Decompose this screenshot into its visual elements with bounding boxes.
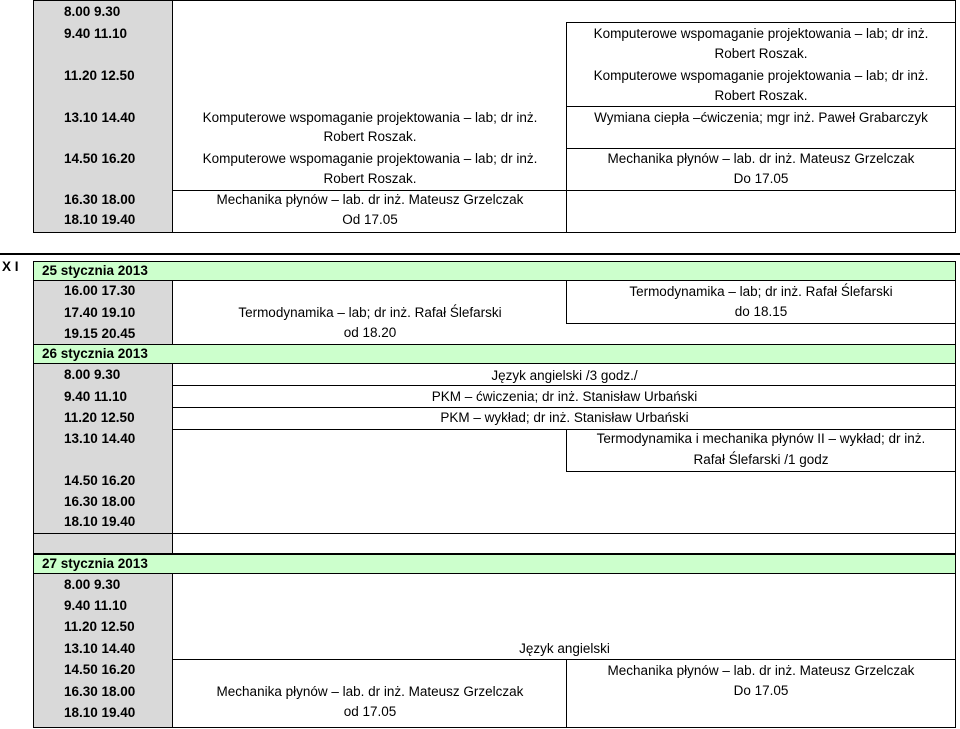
time-slot: 11.20 12.50 [64,68,135,83]
class-entry: Komputerowe wspomaganie projektowania – lab; dr inż. [202,110,538,125]
class-entry: PKM – ćwiczenia; dr inż. Stanisław Urbański [431,389,698,404]
time-slot: 13.10 14.40 [64,110,136,125]
time-slot: 19.15 20.45 [64,326,136,341]
class-entry: Język angielski [519,641,610,656]
class-entry: Komputerowe wspomaganie projektowania – lab; dr inż. [593,26,929,41]
time-slot: 14.50 16.20 [64,151,136,166]
time-slot: 18.10 19.40 [64,514,136,529]
time-slot: 13.10 14.40 [64,641,136,656]
time-slot: 8.00 9.30 [64,367,121,382]
class-entry: Robert Roszak. [323,171,417,186]
time-slot: 17.40 19.10 [64,305,136,320]
time-slot: 18.10 19.40 [64,705,136,720]
time-slot: 16.00 17.30 [64,283,136,298]
class-entry: PKM – wykład; dr inż. Stanisław Urbański [440,410,689,425]
class-entry: Do 17.05 [733,171,789,186]
time-slot: 9.40 11.10 [64,26,128,41]
week-label: X I [2,259,19,274]
class-entry: Komputerowe wspomaganie projektowania – lab; dr inż. [202,151,538,166]
class-entry: do 18.15 [734,304,788,319]
time-slot: 8.00 9.30 [64,4,121,19]
time-slot: 16.30 18.00 [64,684,136,699]
date-header: 26 stycznia 2013 [33,344,956,364]
time-slot: 11.20 12.50 [64,410,135,425]
class-entry: Wymiana ciepła –ćwiczenia; mgr inż. Paweł Grabarczyk [594,110,928,125]
time-slot: 14.50 16.20 [64,473,136,488]
class-entry: Mechanika płynów – lab. dr inż. Mateusz Grzelczak [216,684,524,699]
class-entry: Termodynamika – lab; dr inż. Rafał Ślefarski [238,305,502,320]
class-entry: Język angielski /3 godz./ [491,368,638,383]
date-header: 27 stycznia 2013 [33,554,956,574]
time-slot: 13.10 14.40 [64,431,136,446]
time-slot: 8.00 9.30 [64,577,121,592]
class-entry: Od 17.05 [342,212,398,227]
time-slot: 18.10 19.40 [64,212,136,227]
class-entry: Mechanika płynów – lab. dr inż. Mateusz Grzelczak [216,192,524,207]
class-entry: Rafał Ślefarski /1 godz [693,452,829,467]
class-entry: Robert Roszak. [714,46,808,61]
time-slot: 16.30 18.00 [64,494,136,509]
time-slot: 9.40 11.10 [64,389,128,404]
date-header: 25 stycznia 2013 [33,261,956,281]
time-slot: 9.40 11.10 [64,598,128,613]
class-entry: Termodynamika – lab; dr inż. Rafał Ślefarski [629,284,893,299]
class-entry: Termodynamika i mechanika płynów II – wykład; dr inż. [596,431,926,446]
time-slot: 11.20 12.50 [64,619,135,634]
class-entry: Mechanika płynów – lab. dr inż. Mateusz Grzelczak [607,151,915,166]
class-entry: Robert Roszak. [714,88,808,103]
class-entry: Do 17.05 [733,683,789,698]
time-slot: 14.50 16.20 [64,662,136,677]
class-entry: Mechanika płynów – lab. dr inż. Mateusz Grzelczak [607,663,915,678]
class-entry: Robert Roszak. [323,129,417,144]
time-slot: 16.30 18.00 [64,192,136,207]
class-entry: od 17.05 [343,704,397,719]
class-entry: Komputerowe wspomaganie projektowania – lab; dr inż. [593,68,929,83]
class-entry: od 18.20 [343,325,397,340]
